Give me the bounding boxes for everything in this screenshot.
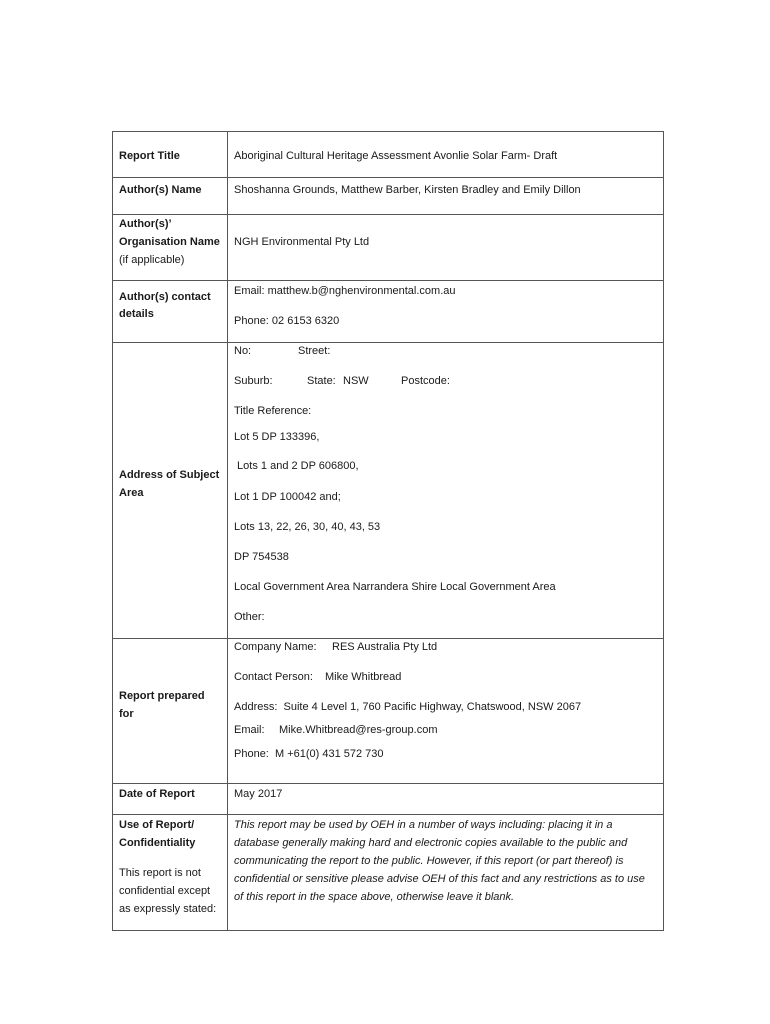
address-line: Local Government Area Narrandera Shire Local Government Area <box>234 581 556 593</box>
row-divider <box>113 214 663 215</box>
address-label-1: Address of Subject <box>119 469 220 481</box>
row-divider <box>113 280 663 281</box>
address-line: Lots 13, 22, 26, 30, 40, 43, 53 <box>234 521 381 533</box>
confidential-note-3: as expressly stated: <box>119 903 217 915</box>
use-label-2: Confidentiality <box>119 837 196 849</box>
contact-person-value: Mike Whitbread <box>325 671 402 683</box>
address-postcode-label: Postcode: <box>401 375 450 387</box>
address-state-label: State: <box>307 375 336 387</box>
row-divider <box>113 783 663 784</box>
address-no-label: No: <box>234 345 252 357</box>
company-name-value: RES Australia Pty Ltd <box>332 641 438 653</box>
organisation-label-2: Organisation Name <box>119 236 220 248</box>
organisation-value: NGH Environmental Pty Ltd <box>234 236 370 248</box>
use-statement-line: of this report in the space above, otherwise leave it blank. <box>234 891 515 903</box>
address-street-label: Street: <box>298 345 331 357</box>
column-divider <box>227 132 228 930</box>
report-title-label: Report Title <box>119 150 180 162</box>
date-value: May 2017 <box>234 788 283 800</box>
use-statement-line: database generally making hard and electronic copies available to the public and <box>234 837 628 849</box>
prepared-for-email-value: Mike.Whitbread@res-group.com <box>279 724 438 736</box>
contact-person-label: Contact Person: <box>234 671 313 683</box>
prepared-for-email-label: Email: <box>234 724 265 736</box>
contact-label-1: Author(s) contact <box>119 291 211 303</box>
address-title-reference: Title Reference: <box>234 405 312 417</box>
use-statement-line: communicating the report to the public. However, if this report (or part thereof) is <box>234 855 624 867</box>
address-line: Lot 1 DP 100042 and; <box>234 491 341 503</box>
authors-value: Shoshanna Grounds, Matthew Barber, Kirsten Bradley and Emily Dillon <box>234 184 581 196</box>
authors-label: Author(s) Name <box>119 184 202 196</box>
confidential-note-1: This report is not <box>119 867 201 879</box>
confidential-note-2: confidential except <box>119 885 211 897</box>
contact-label-2: details <box>119 308 154 320</box>
prepared-for-label-2: for <box>119 708 134 720</box>
report-title-value: Aboriginal Cultural Heritage Assessment Avonlie Solar Farm- Draft <box>234 150 558 162</box>
date-label: Date of Report <box>119 788 195 800</box>
prepared-for-phone: Phone: M +61(0) 431 572 730 <box>234 748 384 760</box>
address-suburb-label: Suburb: <box>234 375 273 387</box>
prepared-for-label-1: Report prepared <box>119 690 205 702</box>
contact-email: Email: matthew.b@nghenvironmental.com.au <box>234 285 456 297</box>
address-other-label: Other: <box>234 611 265 623</box>
report-details-table <box>112 131 664 931</box>
use-statement-line: This report may be used by OEH in a number of ways including: placing it in a <box>234 819 613 831</box>
organisation-label-3: (if applicable) <box>119 254 185 266</box>
prepared-for-address: Address: Suite 4 Level 1, 760 Pacific Highway, Chatswood, NSW 2067 <box>234 701 582 713</box>
row-divider <box>113 814 663 815</box>
use-label-1: Use of Report/ <box>119 819 195 831</box>
row-divider <box>113 342 663 343</box>
address-label-2: Area <box>119 487 144 499</box>
use-statement-line: confidential or sensitive please advise OEH of this fact and any restrictions as to use <box>234 873 645 885</box>
address-line: Lot 5 DP 133396, <box>234 431 320 443</box>
contact-phone: Phone: 02 6153 6320 <box>234 315 340 327</box>
row-divider <box>113 177 663 178</box>
company-name-label: Company Name: <box>234 641 317 653</box>
address-line: Lots 1 and 2 DP 606800, <box>234 460 359 472</box>
address-line: DP 754538 <box>234 551 289 563</box>
organisation-label-1: Author(s)’ <box>119 218 172 230</box>
address-state-value: NSW <box>343 375 369 387</box>
